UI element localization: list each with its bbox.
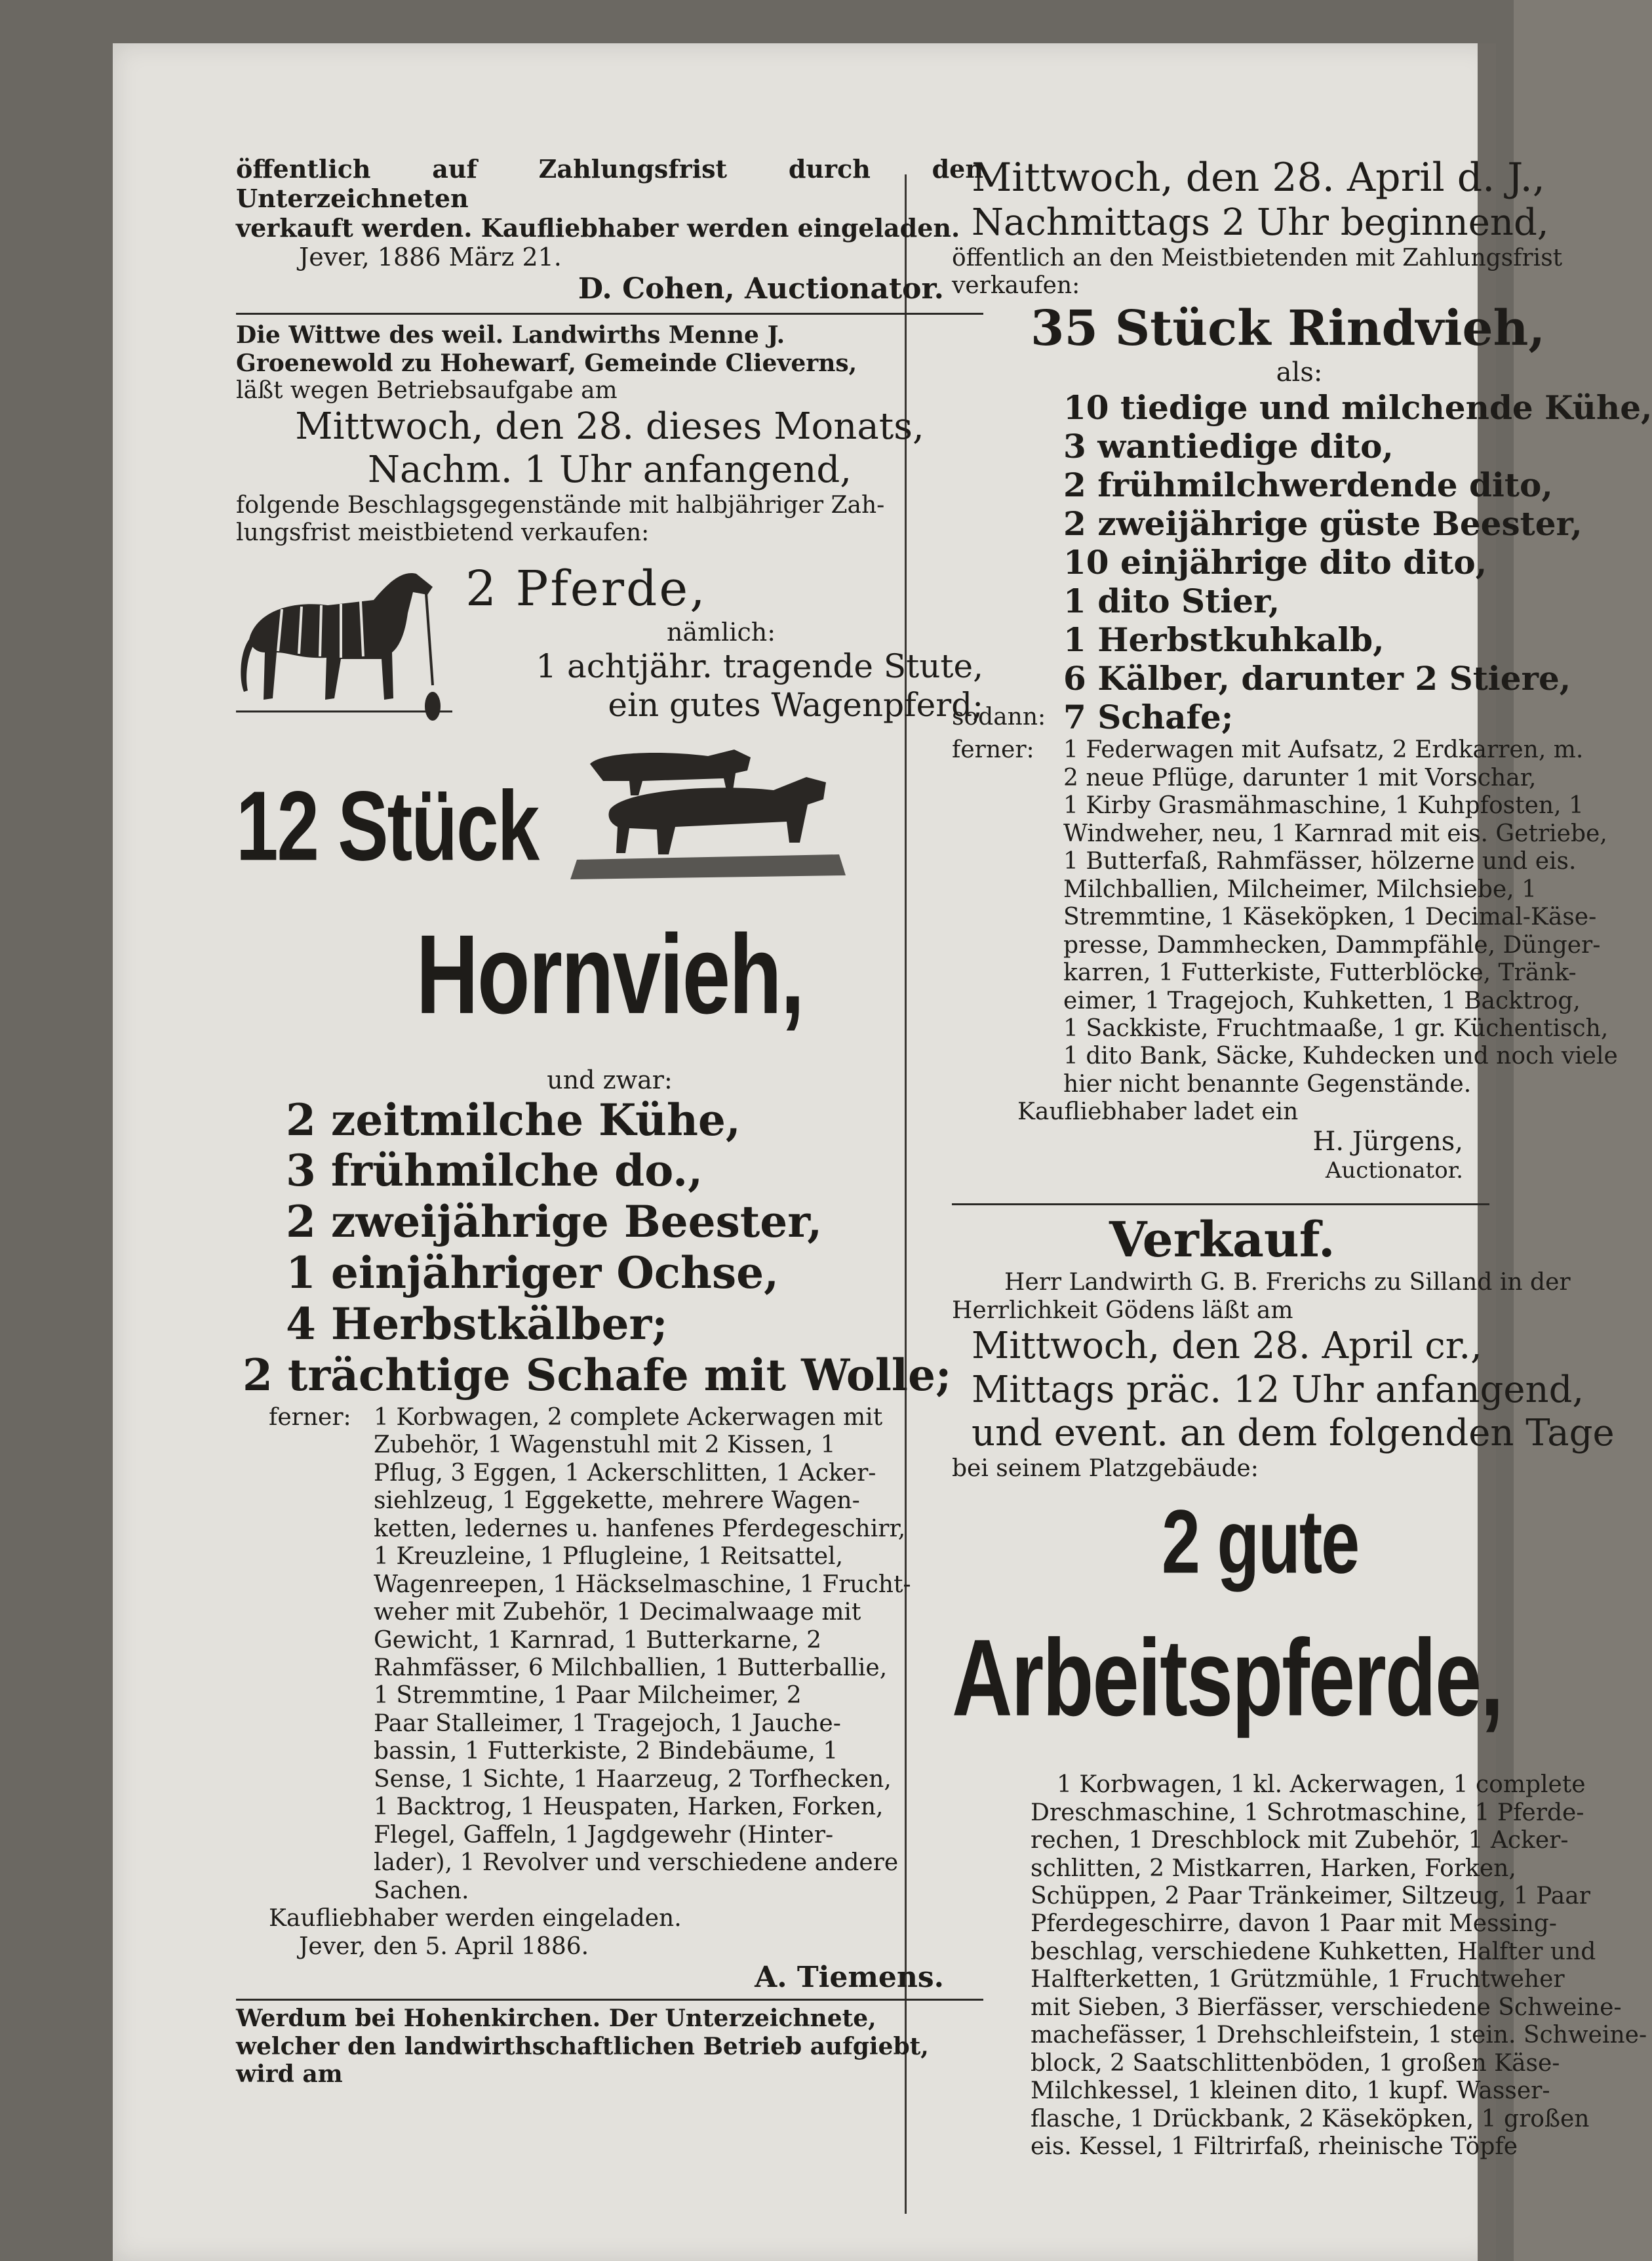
right-item: 1 dito Stier,	[1063, 582, 1280, 621]
ad2-time: Nachm. 1 Uhr anfangend,	[367, 448, 852, 491]
right-terms-line: öffentlich an den Meistbietenden mit Zahlungsfrist	[952, 244, 1563, 271]
left-column	[236, 155, 983, 2088]
ad-groenewold	[236, 321, 983, 1995]
sodann-label: sodann:	[952, 703, 1046, 730]
cattle-count: 12 Stück	[236, 770, 539, 882]
cattle-item: 2 zeitmilche Kühe,	[286, 1094, 741, 1146]
ferner-line: siehlzeug, 1 Eggekette, mehrere Wagen-	[374, 1487, 860, 1515]
right-column	[952, 155, 1652, 2161]
right-ferner-line: presse, Dammhecken, Dammpfähle, Dünger-	[1063, 931, 1601, 959]
verkauf-item-line: beschlag, verschiedene Kuhketten, Halfter und	[1031, 1938, 1596, 1965]
ferner-line: Rahmfässer, 6 Milchballien, 1 Butterballie,	[374, 1654, 888, 1682]
verkauf-item-line: Pferdegeschirre, davon 1 Paar mit Messing-	[1031, 1910, 1557, 1938]
verkauf-item-line: Dreschmaschine, 1 Schrotmaschine, 1 Pferde-	[1031, 1799, 1584, 1826]
cattle-item: 2 zweijährige Beester,	[286, 1196, 823, 1248]
ferner-line: Gewicht, 1 Karnrad, 1 Butterkarne, 2	[374, 1626, 821, 1654]
verkauf-item-line: block, 2 Saatschlittenböden, 1 großen Käse-	[1031, 2049, 1560, 2077]
right-ferner-line: 1 dito Bank, Säcke, Kuhdecken und noch viele	[1063, 1043, 1618, 1070]
ad2-terms-line: lungsfrist meistbietend verkaufen:	[236, 519, 650, 547]
horses-item: 1 achtjähr. tragende Stute,	[536, 647, 983, 685]
cattle-illustration	[564, 744, 852, 882]
verkauf-date: Mittwoch, den 28. April cr.,	[972, 1325, 1482, 1368]
verkauf-event: und event. an dem folgenden Tage	[972, 1411, 1615, 1454]
verkauf-item-line: Halfterketten, 1 Grützmühle, 1 Fruchtweher	[1031, 1966, 1565, 1993]
cattle-item: 1 einjähriger Ochse,	[286, 1247, 779, 1299]
cattle-item: 2 trächtige Schafe mit Wolle;	[243, 1349, 952, 1401]
horses-namely: nämlich:	[666, 617, 776, 647]
verkauf-item-line: 1 Korbwagen, 1 kl. Ackerwagen, 1 complete	[1057, 1771, 1586, 1799]
right-item: 10 einjährige dito dito,	[1063, 543, 1487, 582]
ferner-line: Sachen.	[374, 1877, 469, 1904]
ad2-head-line: läßt wegen Betriebsaufgabe am	[236, 377, 618, 405]
ad3-line: welcher den landwirthschaftlichen Betrieb aufgiebt,	[236, 2032, 929, 2060]
verkauf-item-line: flasche, 1 Drückbank, 2 Käseköpken, 1 großen	[1031, 2105, 1590, 2132]
verkauf-item-line: mit Sieben, 3 Bierfässer, verschiedene Schweine-	[1031, 1993, 1622, 2021]
ad-cohen	[236, 155, 983, 306]
ferner-line: 1 Stremmtine, 1 Paar Milcheimer, 2	[374, 1682, 802, 1710]
ad2-signature: A. Tiemens.	[755, 1961, 944, 1995]
right-item: 2 zweijährige güste Beester,	[1063, 504, 1583, 544]
ad2-place-date: Jever, den 5. April 1886.	[299, 1932, 589, 1960]
ferner-line: weher mit Zubehör, 1 Decimalwaage mit	[374, 1599, 861, 1626]
intro-line: verkauft werden. Kaufliebhaber werden eingeladen.	[236, 212, 960, 243]
right-als: als:	[1276, 357, 1323, 388]
horse-illustration	[236, 554, 452, 731]
ad-juergens	[952, 155, 1652, 1184]
divider-rule	[236, 1999, 983, 2001]
cattle-namely: und zwar:	[547, 1065, 673, 1094]
right-item: 10 tiedige und milchende Kühe,	[1063, 388, 1652, 428]
verkauf-horses-word: Arbeitspferde,	[952, 1617, 1503, 1740]
ad2-invite: Kaufliebhaber werden eingeladen.	[269, 1905, 682, 1932]
right-item: 2 frühmilchwerdende dito,	[1063, 466, 1553, 505]
intro-date: Jever, 1886 März 21.	[299, 243, 562, 272]
right-headline: 35 Stück Rindvieh,	[1031, 300, 1546, 357]
ferner-line: lader), 1 Revolver und verschiedene andere	[374, 1849, 899, 1877]
ferner-line: 1 Backtrog, 1 Heuspaten, Harken, Forken,	[374, 1793, 884, 1821]
ad2-terms-line: folgende Beschlagsgegenstände mit halbjähriger Zah-	[236, 491, 885, 519]
divider-rule	[236, 313, 983, 315]
ferner-line: Paar Stalleimer, 1 Tragejoch, 1 Jauche-	[374, 1710, 841, 1737]
verkauf-place: bei seinem Platzgebäude:	[952, 1454, 1259, 1482]
right-ferner-line: 1 Sackkiste, Fruchtmaaße, 1 gr. Küchentisch,	[1063, 1015, 1609, 1042]
right-ferner-line: 1 Kirby Grasmähmaschine, 1 Kuhpfosten, 1	[1063, 792, 1584, 820]
ad3-line: Werdum bei Hohenkirchen. Der Unterzeichnete,	[236, 2005, 876, 2033]
ferner-label: ferner:	[952, 736, 1034, 764]
ad2-head-line: Groenewold zu Hohewarf, Gemeinde Clieverns,	[236, 349, 857, 377]
right-signature-name: H. Jürgens,	[1312, 1126, 1463, 1157]
right-item: 1 Herbstkuhkalb,	[1063, 620, 1385, 660]
verkauf-intro-line: Herr Landwirth G. B. Frerichs zu Silland in der	[1004, 1269, 1571, 1296]
ferner-line: Wagenreepen, 1 Häckselmaschine, 1 Frucht-	[374, 1571, 911, 1598]
right-date-line: Mittwoch, den 28. April d. J.,	[972, 155, 1545, 201]
ferner-line: 1 Kreuzleine, 1 Pflugleine, 1 Reitsattel,	[374, 1543, 844, 1571]
right-time-line: Nachmittags 2 Uhr beginnend,	[972, 201, 1549, 244]
right-ferner-line: eimer, 1 Tragejoch, Kuhketten, 1 Backtrog,	[1063, 987, 1581, 1014]
ad2-head-line: Die Wittwe des weil. Landwirths Menne J.	[236, 321, 785, 350]
cattle-word: Hornvieh,	[416, 911, 804, 1037]
right-invite: Kaufliebhaber ladet ein	[1017, 1098, 1299, 1126]
verkauf-title: Verkauf.	[1109, 1212, 1335, 1269]
ad2-date: Mittwoch, den 28. dieses Monats,	[295, 405, 924, 448]
horses-count: 2 Pferde,	[465, 560, 707, 617]
right-item: 3 wantiedige dito,	[1063, 427, 1394, 466]
ferner-line: bassin, 1 Futterkiste, 2 Bindebäume, 1	[374, 1738, 838, 1765]
horses-item: ein gutes Wagenpferd;	[608, 685, 983, 724]
ferner-line: Pflug, 3 Eggen, 1 Ackerschlitten, 1 Acker-	[374, 1459, 876, 1487]
ferner-line: Sense, 1 Sichte, 1 Haarzeug, 2 Torfhecken,	[374, 1765, 892, 1793]
ferner-line: Zubehör, 1 Wagenstuhl mit 2 Kissen, 1	[374, 1431, 836, 1459]
right-ferner-line: 1 Federwagen mit Aufsatz, 2 Erdkarren, m.	[1063, 736, 1584, 764]
cattle-item: 3 frühmilche do.,	[286, 1145, 703, 1197]
right-item: 7 Schafe;	[1063, 698, 1234, 737]
ferner-line: Flegel, Gaffeln, 1 Jagdgewehr (Hinter-	[374, 1821, 834, 1849]
intro-line: öffentlich auf Zahlungsfrist durch den Unterzeichneten	[236, 154, 983, 213]
verkauf-item-line: machefässer, 1 Drehschleifstein, 1 stein. Schweine-	[1031, 2022, 1647, 2049]
verkauf-item-line: rechen, 1 Dreschblock mit Zubehör, 1 Acker-	[1031, 1827, 1569, 1854]
cattle-item: 4 Herbstkälber;	[286, 1298, 668, 1350]
verkauf-item-line: Schüppen, 2 Paar Tränkeimer, Siltzeug, 1 Paar	[1031, 1883, 1590, 1910]
divider-rule	[952, 1203, 1489, 1205]
right-ferner-line: hier nicht benannte Gegenstände.	[1063, 1070, 1472, 1098]
ad-verkauf	[952, 1212, 1647, 2161]
right-ferner-line: 2 neue Pflüge, darunter 1 mit Vorschar,	[1063, 764, 1537, 791]
ad-werdum	[236, 2005, 983, 2088]
right-ferner-line: Milchballien, Milcheimer, Milchsiebe, 1	[1063, 875, 1537, 903]
ferner-line: 1 Korbwagen, 2 complete Ackerwagen mit	[374, 1403, 883, 1431]
right-ferner-line: Stremmtine, 1 Käseköpken, 1 Decimal-Käse-	[1063, 904, 1597, 931]
ferner-line: ketten, ledernes u. hanfenes Pferdegeschirr,	[374, 1515, 906, 1542]
ferner-label: ferner:	[269, 1403, 351, 1431]
right-signature-title: Auctionator.	[1325, 1157, 1463, 1184]
verkauf-horses-count: 2 gute	[1162, 1492, 1359, 1593]
right-ferner-line: karren, 1 Futterkiste, Futterblöcke, Tränk-	[1063, 959, 1577, 987]
newspaper-page	[113, 43, 1652, 2261]
right-terms-line: verkaufen:	[952, 272, 1080, 300]
verkauf-item-line: eis. Kessel, 1 Filtrirfaß, rheinische Töpfe	[1031, 2133, 1518, 2161]
verkauf-item-line: schlitten, 2 Mistkarren, Harken, Forken,	[1031, 1854, 1516, 1882]
right-ferner-line: Windweher, neu, 1 Karnrad mit eis. Getriebe,	[1063, 820, 1607, 847]
verkauf-intro-line: Herrlichkeit Gödens läßt am	[952, 1296, 1293, 1324]
right-item: 6 Kälber, darunter 2 Stiere,	[1063, 659, 1571, 698]
verkauf-time: Mittags präc. 12 Uhr anfangend,	[972, 1368, 1584, 1411]
verkauf-item-line: Milchkessel, 1 kleinen dito, 1 kupf. Wasser-	[1031, 2077, 1550, 2105]
right-ferner-line: 1 Butterfaß, Rahmfässer, hölzerne und eis.	[1063, 848, 1577, 875]
ad3-line: wird am	[236, 2060, 343, 2089]
intro-signature: D. Cohen, Auctionator.	[578, 272, 944, 306]
